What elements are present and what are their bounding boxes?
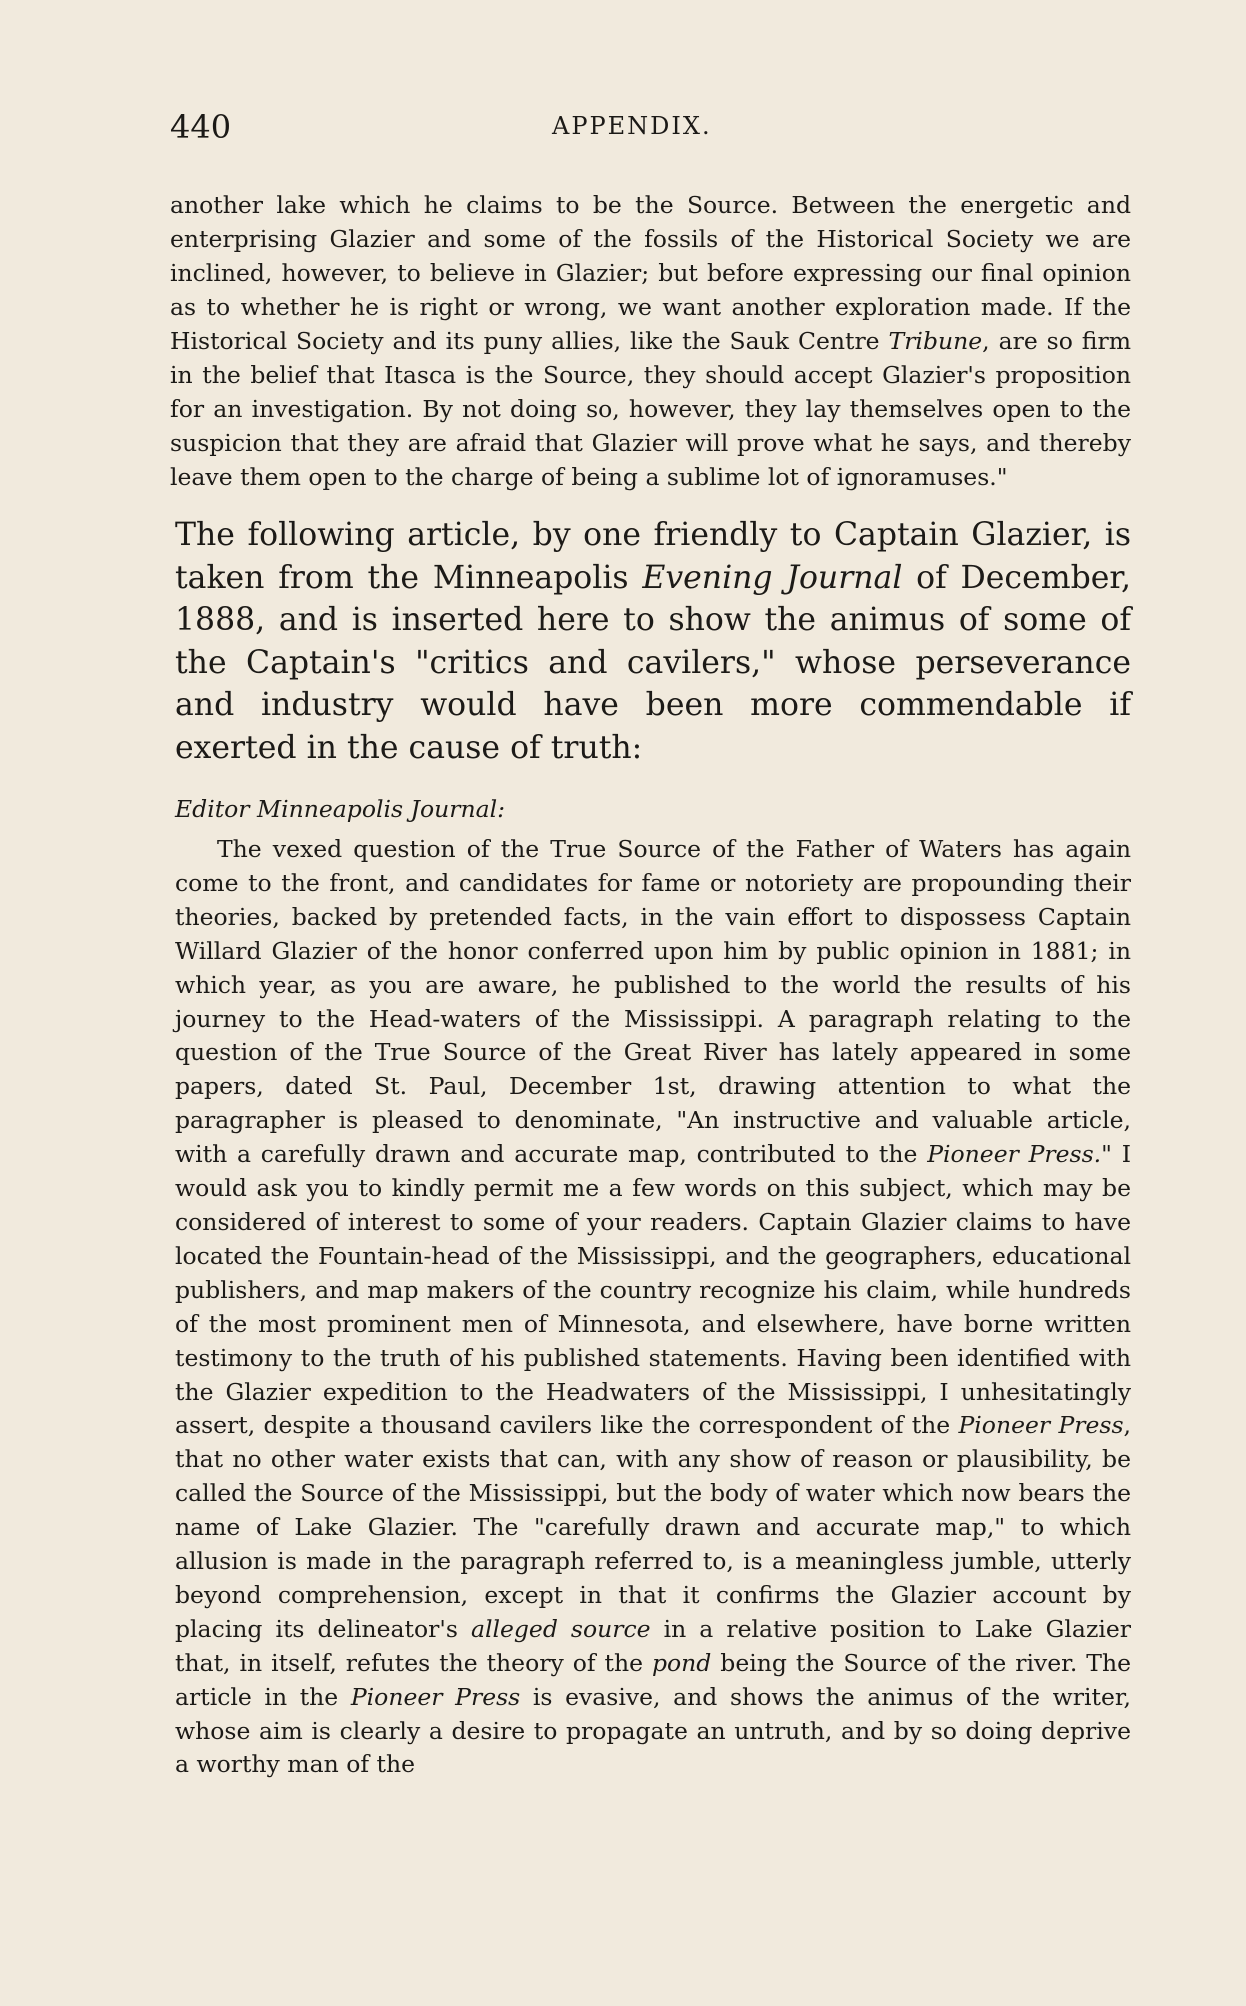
page-header (170, 108, 1131, 158)
letter-salutation: Editor Minneapolis Journal: (175, 795, 506, 823)
quoted-paragraph (170, 188, 1131, 494)
running-head: APPENDIX. (552, 112, 712, 140)
newspaper-name: Tribune (888, 327, 983, 355)
letter-body: The vexed question of the True Source of the Father of Waters has again come to the front, and candidates for fame or notoriety are propounding their theories, backed by pretended facts, in the vain effort to dispossess Captain Willard Glazier of the honor conferred upon him by public opinion in 1881; in which year, as you are aware, he published to the world the results of his journey to the Head-waters of the Mississippi. A paragraph relating to the question of the True Source of the Great River has lately appeared in some papers, dated St. Paul, December 1st, drawing attention to what the paragrapher is pleased to denominate, "An instructive and valuable article, with a carefully drawn and accurate map, contributed to the Pioneer Press." I would ask you to kindly permit me a few words on this subject, which may be considered of interest to some of your readers. Captain Glazier claims to have located the Fountain-head of the Mississippi, and the geographers, educational publishers, and map makers of the country recognize his claim, while hundreds of the most prominent men of Minnesota, and elsewhere, have borne written testimony to the truth of his published statements. Having been identified with the Glazier expedition to the Headwaters of the Mississippi, I unhesitatingly assert, despite a thousand cavilers like the correspondent of the Pioneer Press, that no other water exists that can, with any show of reason or plausibility, be called the Source of the Mississippi, but the body of water which now bears the name of Lake Glazier. The "carefully drawn and accurate map," to which allusion is made in the paragraph referred to, is a meaningless jumble, utterly beyond comprehension, except in that it confirms the Glazier account by placing its delineator's alleged source in a relative position to Lake Glazier that, in itself, refutes the theory of the pond being the Source of the river. The article in the Pioneer Press is evasive, and shows the animus of the writer, whose aim is clearly a desire to propagate an untruth, and by so doing deprive a worthy man of the (175, 835, 1132, 1779)
newspaper-name: Evening Journal (642, 559, 903, 596)
quote-text: another lake which he claims to be the Source. Between the energetic and enterprising Glazier and some of the fossils of the Historical Society we are inclined, however, to believe in Glazier; but before expressing our final opinion as to whether he is right or wrong, we want another exploration made. If the Historical Society and its puny allies, like the Sauk Centre Tribune, are so firm in the belief that Itasca is the Source, they should accept Glazier's proposition for an investigation. By not doing so, however, they lay themselves open to the suspicion that they are afraid that Glazier will prove what he says, and thereby leave them open to the charge of being a sublime lot of ignoramuses." (170, 191, 1131, 491)
intro-paragraph: The following article, by one friendly to Captain Glazier, is taken from the Minneapolis Evening Journal of December, 1888, and is inserted here to show the animus of some of the Captain's "critics and cavilers," whose perseverance and industry would have been more commendable if exerted in the cause of truth: (175, 517, 1131, 766)
page-number: 440 (170, 108, 232, 146)
